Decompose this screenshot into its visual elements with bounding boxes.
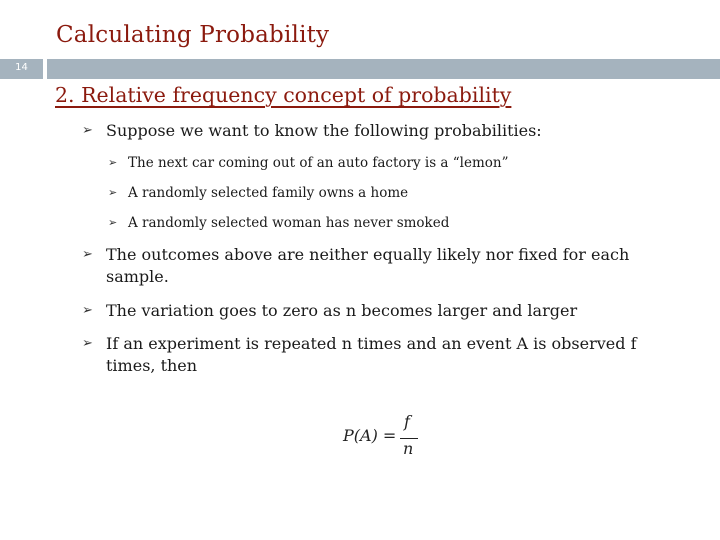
sub-bullet-item (108, 153, 628, 173)
arrowhead-icon: ➢ (82, 123, 93, 138)
sub-bullet-text: A randomly selected woman has never smoked (128, 215, 450, 231)
bullet-text: The variation goes to zero as n becomes larger and larger (106, 301, 578, 320)
arrowhead-icon: ➢ (108, 186, 118, 199)
probability-formula (340, 412, 430, 464)
arrowhead-icon: ➢ (108, 156, 118, 169)
sub-bullet-item (108, 183, 628, 203)
sub-bullet-text: The next car coming out of an auto factory is a “lemon” (128, 155, 509, 171)
bullet-text: If an experiment is repeated n times and an event A is observed f times, then (106, 334, 637, 375)
sub-bullet-text: A randomly selected family owns a home (128, 185, 409, 201)
formula-denominator: n (403, 439, 414, 458)
arrowhead-icon: ➢ (82, 247, 93, 262)
formula-lhs: P(A) = (343, 426, 397, 445)
slide-number: 14 (15, 62, 28, 73)
bullet-item (82, 300, 642, 322)
bullet-text: Suppose we want to know the following probabilities: (106, 121, 542, 140)
bullet-text: The outcomes above are neither equally likely nor fixed for each sample. (106, 245, 630, 286)
sub-bullet-item (108, 213, 628, 233)
bullet-item (82, 333, 642, 377)
formula-numerator: f (404, 412, 410, 431)
arrowhead-icon: ➢ (82, 303, 93, 318)
arrowhead-icon: ➢ (108, 216, 118, 229)
header-band (0, 59, 720, 79)
bullet-item (82, 120, 642, 142)
slide-title: Calculating Probability (56, 22, 330, 48)
header-bar (47, 59, 720, 79)
bullet-item (82, 244, 642, 288)
arrowhead-icon: ➢ (82, 336, 93, 351)
section-heading: 2. Relative frequency concept of probability (55, 83, 512, 107)
